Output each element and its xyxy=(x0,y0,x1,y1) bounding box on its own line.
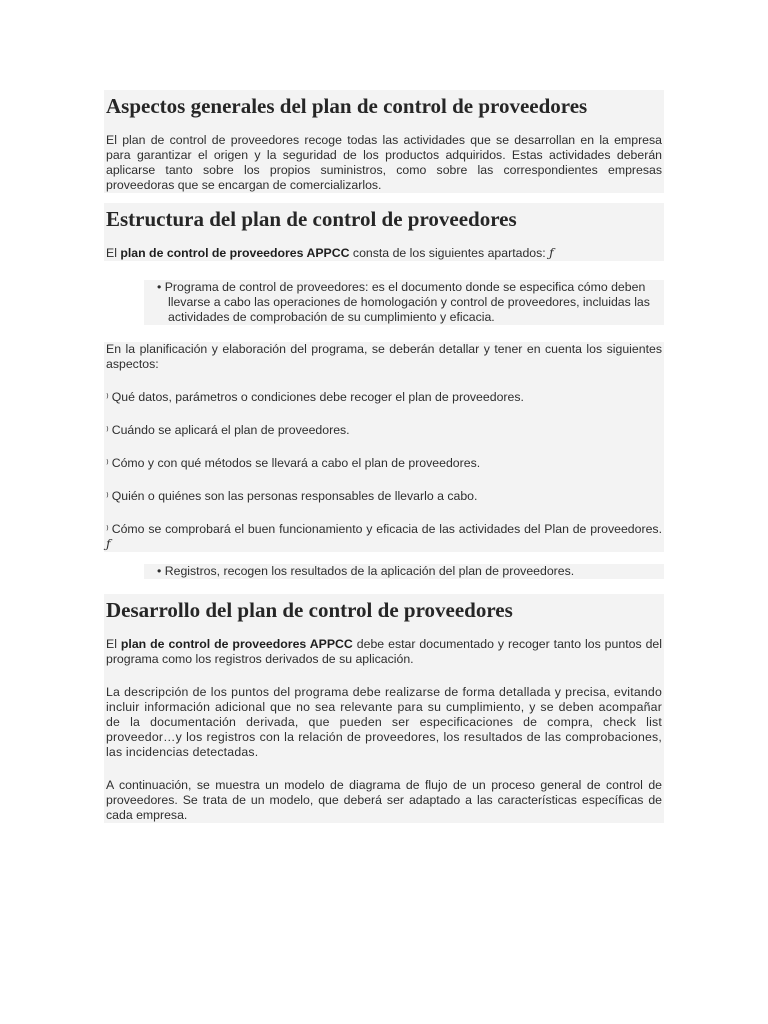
document-page xyxy=(104,90,664,823)
bullet-registros xyxy=(104,564,664,579)
p1-bold: plan de control de proveedores APPCC xyxy=(120,637,353,651)
aspect-text: Qué datos, parámetros o condiciones debe recoger el plan de proveedores. xyxy=(111,390,524,404)
paragraph-general: El plan de control de proveedores recoge todas las actividades que se desarrollan en la empresa para garantizar el origen y la seguridad de los productos adquiridos. Estas actividades deberán aplicarse tanto sobre los propios suministros, como sobre las correspondientes empresas proveedoras que se encargan de comercializarlos. xyxy=(106,133,662,192)
bracket-marker: ⁾ xyxy=(106,490,109,503)
paragraph-desarrollo-3: A continuación, se muestra un modelo de diagrama de flujo de un proceso general de control de proveedores. Se trata de un modelo, que deberá ser adaptado a las características específicas de cada empresa. xyxy=(106,778,662,822)
paragraph-desarrollo-1 xyxy=(104,637,664,667)
aspect-item xyxy=(104,489,664,504)
section-desarrollo xyxy=(104,594,664,823)
aspect-item xyxy=(104,456,664,471)
heading-aspectos-generales: Aspectos generales del plan de control de proveedores xyxy=(106,94,588,118)
heading-desarrollo: Desarrollo del plan de control de proveedores xyxy=(106,598,513,622)
paragraph-planificacion: En la planificación y elaboración del programa, se deberán detallar y tener en cuenta los siguientes aspectos: xyxy=(106,342,662,371)
aspect-text: Cómo y con qué métodos se llevará a cabo el plan de proveedores. xyxy=(111,456,481,470)
intro-text-after: consta de los siguientes apartados: xyxy=(349,246,550,260)
paragraph-desarrollo-2: La descripción de los puntos del programa debe realizarse de forma detallada y precisa, evitando incluir información adicional que no sea relevante para su cumplimiento, y se deben acompañar de la documentación derivada, que pueden ser especificaciones de compra, check list proveedor…y los registros con la relación de proveedores, los resultados de las comprobaciones, las incidencias detectadas. xyxy=(106,685,662,759)
aspect-mark: ƒ xyxy=(106,537,111,551)
bracket-marker: ⁾ xyxy=(106,391,109,404)
paragraph-estructura-intro xyxy=(104,246,664,261)
bracket-marker: ⁾ xyxy=(106,424,109,437)
bullet-programa xyxy=(104,280,664,325)
heading-estructura: Estructura del plan de control de proveedores xyxy=(106,207,517,231)
intro-bold: plan de control de proveedores APPCC xyxy=(120,246,350,260)
bracket-marker: ⁾ xyxy=(106,457,109,470)
intro-mark: ƒ xyxy=(549,246,554,260)
p1-text-after: debe estar documentado y recoger tanto los puntos del programa como los registros derivados de su aplicación. xyxy=(106,637,662,666)
aspect-item xyxy=(104,423,664,438)
intro-text: El xyxy=(106,246,121,260)
bullet-registros-text: • Registros, recogen los resultados de la aplicación del plan de proveedores. xyxy=(157,564,575,578)
bracket-marker: ⁾ xyxy=(106,523,109,536)
aspect-text: Cuándo se aplicará el plan de proveedores. xyxy=(111,423,350,437)
aspect-item xyxy=(104,522,664,552)
aspects-block xyxy=(104,342,664,552)
section-estructura xyxy=(104,203,664,261)
p1-text: El xyxy=(106,637,121,651)
aspect-item xyxy=(104,390,664,405)
aspect-text: Quién o quiénes son las personas responsables de llevarlo a cabo. xyxy=(111,489,478,503)
section-general xyxy=(104,90,664,193)
aspect-text: Cómo se comprobará el buen funcionamiento y eficacia de las actividades del Plan de proveedores. xyxy=(111,522,662,536)
bullet-programa-text: • Programa de control de proveedores: es el documento donde se especifica cómo deben llevarse a cabo las operaciones de homologación y control de proveedores, incluidas las actividades de comprobación de su cumplimiento y eficacia. xyxy=(157,280,650,324)
